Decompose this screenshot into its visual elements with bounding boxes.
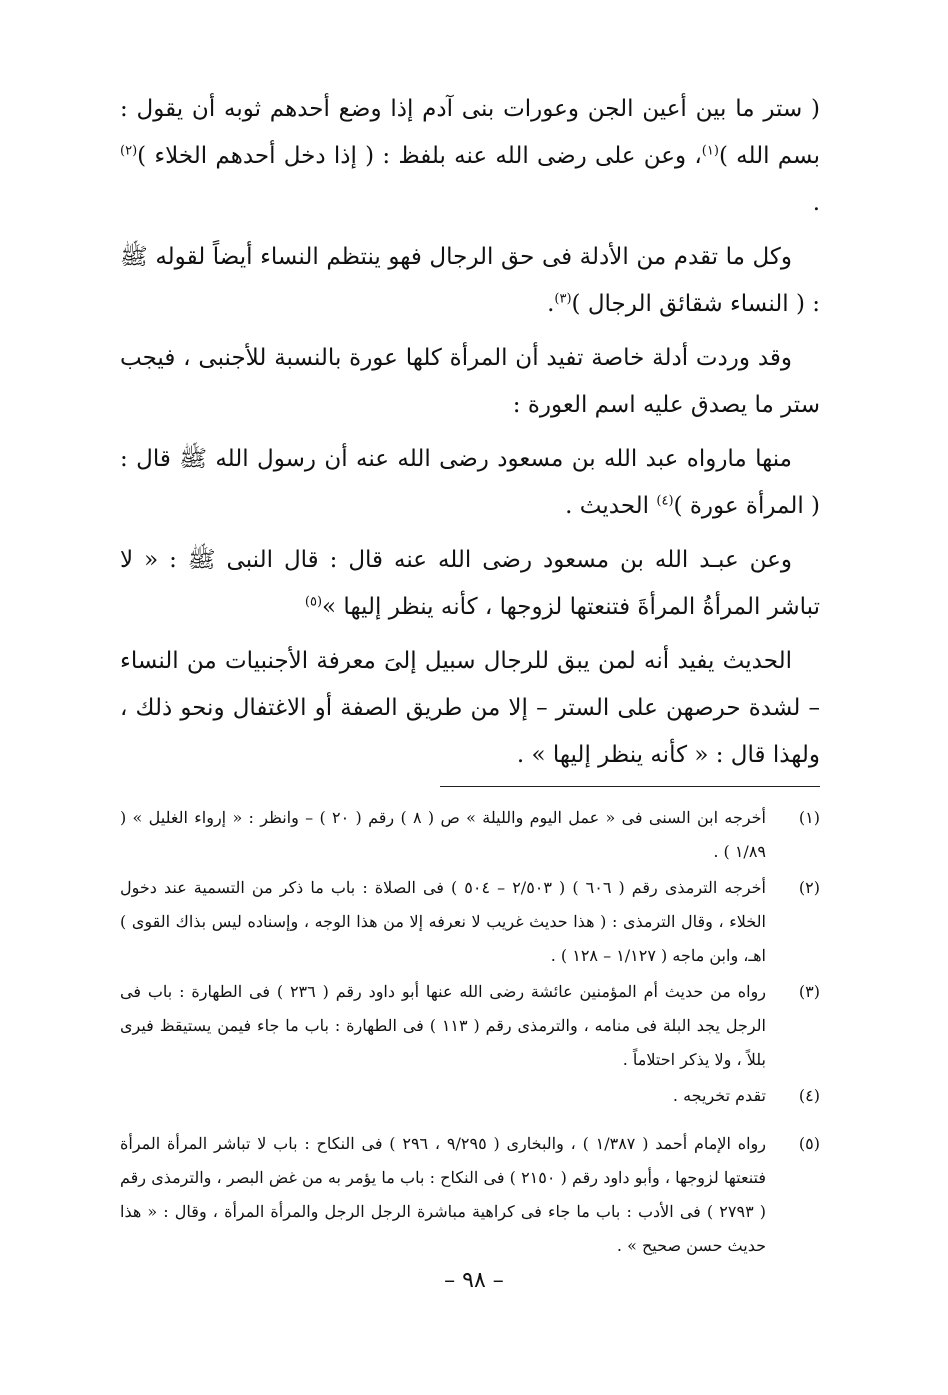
paragraph-text: وقد وردت أدلة خاصة تفيد أن المرأة كلها عورة بالنسبة للأجنبى ، فيجب ستر ما يصدق عليه اسم العورة : (120, 345, 820, 418)
footnote-number: (٣) (798, 982, 820, 1001)
footnote-number: (٥) (798, 1134, 820, 1153)
footnotes (120, 801, 820, 1263)
footnote-2 (120, 871, 820, 973)
paragraph-5 (120, 537, 820, 631)
paragraph-text: منها مارواه عبد الله بن مسعود رضى الله عنه أن رسول الله ﷺ قال : ( المرأة عورة ) (120, 446, 820, 519)
footnote-ref: (٢) (120, 143, 138, 159)
footnote-number: (٤) (798, 1086, 820, 1105)
page-number: – ٩٨ – (444, 1268, 504, 1293)
paragraph-text: ( ستر ما بين أعين الجن وعورات بنى آدم إذا وضع أحدهم ثوبه أن يقول : بسم الله ) (120, 96, 820, 169)
paragraph-text: . (547, 291, 555, 317)
footnote-5 (120, 1127, 820, 1263)
footnote-3 (120, 975, 820, 1077)
main-text (120, 86, 820, 779)
footnote-ref: (٣) (554, 291, 572, 307)
footnote-separator (440, 786, 820, 787)
paragraph-3 (120, 335, 820, 429)
paragraph-text: الحديث . (565, 493, 657, 519)
footnote-ref: (١) (701, 143, 719, 159)
paragraph-text: . (812, 190, 820, 216)
footnote-number: (١) (798, 808, 820, 827)
paragraph-text: وعن عبـد الله بن مسعود رضى الله عنه قال : قال النبى ﷺ : « لا تباشر المرأةُ المرأةَ فتنعتها لزوجها ، كأنه ينظر إليها » (120, 547, 820, 620)
footnote-ref: (٤) (656, 493, 674, 509)
footnote-number: (٢) (798, 878, 820, 897)
footnote-text: أخرجه الترمذى رقم ( ٦٠٦ ) ( ٢/٥٠٣ – ٥٠٤ ) فى الصلاة : باب ما ذكر من التسمية عند دخول الخلاء ، وقال الترمذى : ( هذا حديث غريب لا نعرفه إلا من هذا الوجه ، وإسناده ليس بذاك القوى ) اهـ، وابن ماجه ( ١/١٢٧ – ١٢٨ ) . (120, 878, 767, 965)
paragraph-text: الحديث يفيد أنه لمن يبق للرجال سبيل إلىَ معرفة الأجنبيات من النساء – لشدة حرصهن على الستر – إلا من طريق الصفة أو الاغتفال ونحو ذلك ، ولهذا قال : « كأنه ينظر إليها » . (120, 648, 820, 768)
footnote-text: رواه من حديث أم المؤمنين عائشة رضى الله عنها أبو داود رقم ( ٢٣٦ ) فى الطهارة : باب فى الرجل يجد البلة فى منامه ، والترمذى رقم ( ١١٣ ) فى الطهارة : باب ما جاء فيمن يستيقظ فيرى بللاً ، ولا يذكر احتلاماً . (120, 982, 767, 1069)
paragraph-text: ، وعن على رضى الله عنه بلفظ : ( إذا دخل أحدهم الخلاء ) (137, 143, 702, 169)
footnote-text: رواه الإمام أحمد ( ١/٣٨٧ ) ، والبخارى ( ٩/٢٩٥ ، ٢٩٦ ) فى النكاح : باب لا تباشر المرأة المرأة فتنعتها لزوجها ، وأبو داود رقم ( ٢١٥٠ ) فى النكاح : باب ما يؤمر به من غض البصر ، والترمذى رقم ( ٢٧٩٣ ) فى الأدب : باب ما جاء فى كراهية مباشرة الرجل الرجل والمرأة المرأة ، وقال : « هذا حديث حسن صحيح » . (120, 1134, 767, 1255)
footnote-text: تقدم تخريجه . (672, 1086, 766, 1105)
paragraph-text: وكل ما تقدم من الأدلة فى حق الرجال فهو ينتظم النساء أيضاً لقوله ﷺ : ( النساء شقائق الرجال ) (120, 244, 820, 317)
paragraph-4 (120, 436, 820, 530)
paragraph-6 (120, 638, 820, 779)
paragraph-2 (120, 234, 820, 328)
paragraph-1 (120, 86, 820, 227)
footnote-1 (120, 801, 820, 869)
footnote-ref: (٥) (304, 594, 323, 610)
footnote-text: أخرجه ابن السنى فى « عمل اليوم والليلة » ص ( ٨ ) رقم ( ٢٠ ) – وانظر : « إرواء الغليل » ( ١/٨٩ ) . (120, 808, 767, 861)
footnote-4 (120, 1079, 820, 1113)
